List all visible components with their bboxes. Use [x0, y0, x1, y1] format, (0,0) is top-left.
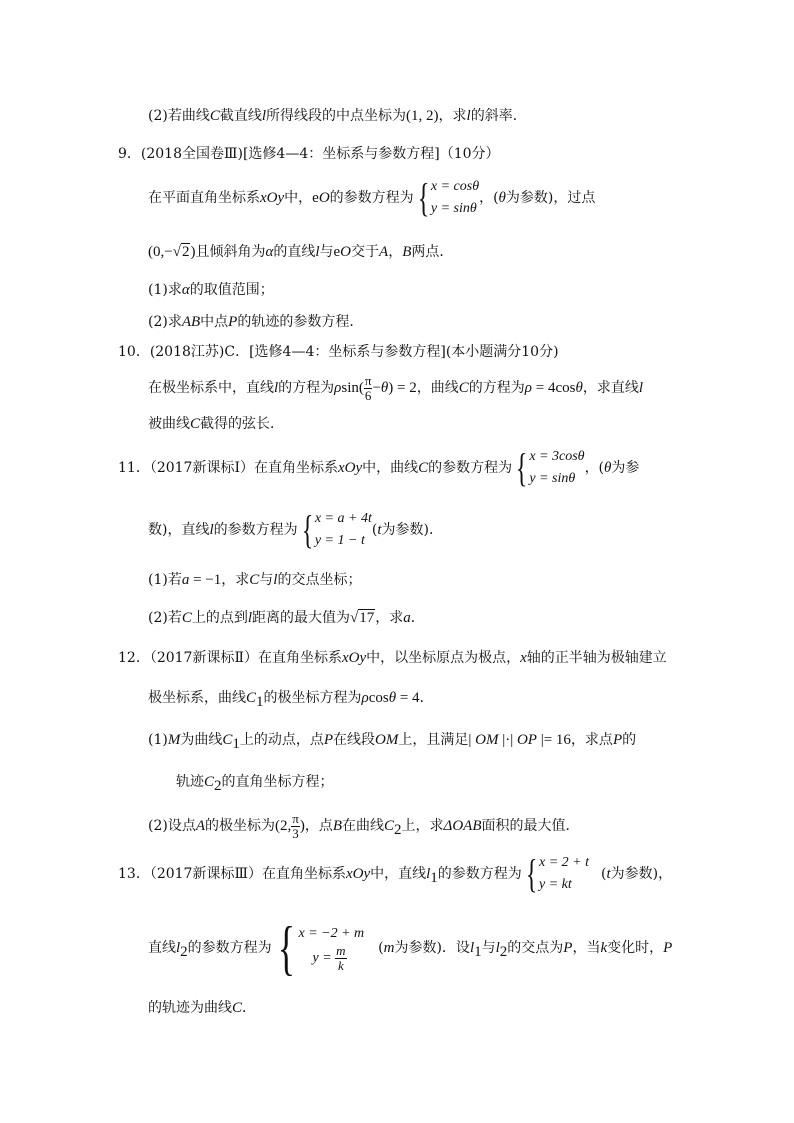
text: 为参数)．设	[394, 940, 470, 956]
math: C	[232, 1000, 243, 1016]
text: (2)若	[148, 610, 182, 626]
text: 中，	[284, 190, 313, 206]
eq-row: x = 3cosθ	[529, 449, 585, 464]
subscript: 1	[474, 943, 482, 960]
text: 的参数方程为	[213, 522, 298, 538]
math: = 4cos	[531, 380, 576, 396]
text: 与	[481, 940, 496, 956]
subscript: 2	[499, 943, 508, 960]
math: P	[663, 940, 673, 956]
text: 上的动点，点	[239, 732, 324, 748]
text: 的极坐标为	[205, 818, 276, 834]
math: O	[318, 190, 330, 206]
math: OM	[475, 732, 499, 748]
math: l	[247, 610, 253, 626]
text: ．	[410, 610, 425, 626]
p10-heading: 10．(2018江苏)C．[选修4—4：坐标系与参数方程](本小题满分10分)	[118, 344, 559, 360]
p10-line2	[148, 414, 284, 434]
text: (1)若	[148, 572, 182, 588]
text: (2)设点	[148, 818, 196, 834]
text: 11．（2017新课标Ⅰ）在直角坐标系	[118, 460, 338, 476]
eq-row: y = kt	[538, 877, 572, 892]
subscript: 1	[430, 869, 438, 886]
subscript: 2	[394, 821, 402, 838]
text: 直线	[148, 940, 176, 956]
math: = −1	[189, 572, 222, 588]
text: 变化时，	[607, 940, 664, 956]
math: t	[377, 522, 382, 538]
text: 的交点为	[507, 940, 564, 956]
math: l	[176, 940, 181, 956]
math: l	[469, 940, 475, 956]
text: 的极坐标方程为	[263, 690, 362, 706]
numerator: π	[292, 810, 299, 826]
math: xOy	[337, 460, 363, 476]
text: (	[371, 522, 378, 538]
text: ，求	[438, 108, 467, 124]
p11-line2	[148, 508, 443, 552]
subscript: 1	[256, 693, 264, 710]
math: x	[520, 650, 527, 666]
p9-heading: 9．(2018全国卷Ⅲ)[选修4—4：坐标系与参数方程]（10分）	[118, 146, 500, 162]
math: l	[209, 522, 214, 538]
p11-line1	[118, 446, 639, 490]
text: 与	[259, 572, 274, 588]
eq-row: x = 2 + t	[538, 855, 589, 870]
text: 截得的弦长．	[200, 416, 285, 432]
math: ρ	[361, 690, 369, 706]
eq-row: x = −2 + m	[298, 925, 365, 941]
math: |·|	[498, 732, 517, 748]
text: ，点	[304, 818, 333, 834]
math: P	[563, 940, 573, 956]
math: C	[181, 610, 192, 626]
text: ．	[242, 1000, 257, 1016]
text: 的参数方程为	[187, 940, 272, 956]
math: P	[323, 732, 334, 748]
text: (1)求	[148, 282, 182, 298]
p12-q2	[148, 808, 580, 848]
text: 的斜率．	[470, 108, 527, 124]
text: 中，以坐标原点为极点，	[366, 650, 521, 666]
math: xOy	[345, 866, 371, 882]
math: k	[600, 940, 608, 956]
text: 为参数)，	[610, 866, 673, 882]
math: l	[466, 108, 471, 124]
math: l	[638, 380, 643, 396]
math: l	[274, 380, 279, 396]
math: θ	[604, 460, 612, 476]
text: 的直线	[273, 244, 316, 260]
text: 中点	[200, 314, 229, 330]
math: B	[332, 818, 343, 834]
text: 且倾斜角为	[195, 244, 266, 260]
text: 被曲线	[148, 416, 190, 432]
math: |= 16	[536, 732, 571, 748]
text: 距离的最大值为	[252, 610, 351, 626]
text: 与	[319, 244, 334, 260]
numerator: π	[364, 372, 372, 388]
eq-row: y =	[312, 950, 336, 966]
text: ，求点	[570, 732, 613, 748]
math: t	[606, 866, 611, 882]
text: 为曲线	[180, 732, 223, 748]
math: ρ	[334, 380, 342, 396]
math: C	[418, 460, 429, 476]
p13-line1	[118, 852, 672, 900]
p12-line2	[148, 688, 434, 712]
fraction	[291, 812, 300, 841]
text: 面积的最大值．	[481, 818, 580, 834]
text: 数)，直线	[148, 522, 210, 538]
math: C	[246, 690, 257, 706]
math: M	[167, 732, 181, 748]
math: A	[195, 818, 206, 834]
equation-system: { x = cosθ y = sinθ	[417, 175, 480, 220]
math: α	[265, 244, 274, 260]
p11-q2: (2)若C上的点到l距离的最大值为√17，求a．	[148, 610, 425, 626]
equation-system: { x = 3cosθ y = sinθ	[515, 445, 585, 490]
math: l	[315, 244, 320, 260]
math: C	[204, 774, 215, 790]
math: ρ	[524, 380, 532, 396]
text: 截直线	[219, 108, 262, 124]
subscript: 2	[214, 777, 222, 794]
text: ，(	[584, 460, 605, 476]
text: ，求	[375, 610, 404, 626]
circle-symbol: e	[312, 190, 319, 206]
subscript: 1	[232, 735, 240, 752]
text: ．	[419, 690, 434, 706]
denominator: 3	[292, 825, 299, 841]
math: A	[379, 244, 389, 260]
text: 的交点坐标；	[277, 572, 362, 588]
text: (1)	[148, 732, 168, 748]
p9-q2	[148, 312, 363, 332]
text: ，(	[479, 190, 499, 206]
text: ，当	[572, 940, 601, 956]
subscript: 2	[180, 943, 188, 960]
p8-part2-line	[148, 106, 527, 126]
math: OM	[375, 732, 399, 748]
text: (2)求	[148, 314, 182, 330]
math: OP	[516, 732, 537, 748]
math: P	[228, 314, 238, 330]
equation-system: { x = a + 4t y = 1 − t	[301, 507, 372, 552]
text: 13．（2017新课标Ⅲ）在直角坐标系	[118, 866, 346, 882]
text: 的轨迹的参数方程．	[237, 314, 364, 330]
text: 交于	[351, 244, 380, 260]
eq-row: x = a + 4t	[314, 511, 372, 526]
math: (2,	[275, 818, 292, 834]
text: 为参数)．	[381, 522, 443, 538]
text: ，求直线	[582, 380, 639, 396]
denominator: k	[337, 957, 344, 973]
text: (	[600, 866, 607, 882]
text: 两点．	[411, 244, 454, 260]
denominator: 6	[364, 387, 372, 403]
text: 的	[622, 732, 637, 748]
text: ，求	[221, 572, 250, 588]
text: 为参	[611, 460, 640, 476]
math: l	[426, 866, 431, 882]
math: θ	[498, 190, 506, 206]
math: cos	[368, 690, 389, 706]
math: α	[181, 282, 190, 298]
math: θ	[575, 380, 583, 396]
math: B	[402, 244, 412, 260]
eq-row: y = sinθ	[529, 471, 576, 486]
p12-q1	[148, 730, 636, 754]
math: )	[190, 244, 196, 260]
text: 为参数)，过点	[505, 190, 596, 206]
eq-row: y = 1 − t	[314, 533, 365, 548]
text: 的轨迹为曲线	[148, 1000, 232, 1016]
math: C	[209, 108, 220, 124]
p10-line1	[148, 370, 643, 406]
math: C	[384, 818, 395, 834]
text: 的取值范围；	[189, 282, 274, 298]
math: O	[340, 244, 352, 260]
text: 在平面直角坐标系	[148, 190, 260, 206]
p13-line3	[148, 998, 256, 1018]
p12-line1	[118, 648, 667, 668]
text: 在线段	[333, 732, 376, 748]
math: )	[299, 818, 305, 834]
math: ) = 2	[388, 380, 417, 396]
text: 上，求	[401, 818, 444, 834]
math: ΔOAB	[443, 818, 482, 834]
p12-q1-cont	[176, 772, 334, 796]
text: 极坐标系，曲线	[148, 690, 246, 706]
text: 的方程为	[278, 380, 335, 396]
equation-system: { x = −2 + m y = $\frac{m}{k}$	[277, 915, 365, 981]
math: xOy	[260, 190, 285, 206]
p9-line1	[148, 176, 595, 220]
math: l	[273, 572, 278, 588]
math: = 4	[396, 690, 420, 706]
p9-q1	[148, 280, 274, 300]
p9-line2: (0,−√2)且倾斜角为α的直线l与eO交于A，B两点．	[148, 244, 454, 260]
eq-row: y = sinθ	[430, 201, 477, 216]
math: C	[190, 416, 201, 432]
math: l	[495, 940, 500, 956]
text: 轨迹	[176, 774, 204, 790]
text: 在极坐标系中，直线	[148, 380, 274, 396]
math: C	[222, 732, 233, 748]
p11-q1	[148, 570, 361, 590]
math: 2	[181, 244, 190, 260]
math: (1, 2)	[406, 108, 439, 124]
numerator: m	[336, 942, 346, 958]
text: 的直角坐标方程；	[221, 774, 334, 790]
math: (0,−	[148, 244, 173, 260]
text: ，曲线	[416, 380, 459, 396]
math: |	[468, 732, 476, 748]
math: AB	[181, 314, 201, 330]
equation-system: { x = 2 + t y = kt	[525, 851, 589, 896]
math: xOy	[341, 650, 367, 666]
math: C	[249, 572, 260, 588]
fraction	[335, 944, 346, 973]
math: C	[458, 380, 469, 396]
math: −	[372, 380, 381, 396]
text: 轴的正半轴为极轴建立	[526, 650, 667, 666]
text: 的参数方程为	[437, 866, 522, 882]
math: m	[383, 940, 395, 956]
text: 所得线段的中点坐标为	[266, 108, 407, 124]
eq-row: x = cosθ	[430, 179, 480, 194]
text: 12．（2017新课标Ⅱ）在直角坐标系	[118, 650, 342, 666]
text: (2)若曲线	[148, 108, 210, 124]
text: (	[378, 940, 384, 956]
math: θ	[380, 380, 389, 396]
text: 上的点到	[191, 610, 248, 626]
text: 的方程为	[468, 380, 525, 396]
text: 的参数方程为	[329, 190, 414, 206]
circle-symbol: e	[333, 244, 341, 260]
text: 中，直线	[370, 866, 427, 882]
math: P	[612, 732, 623, 748]
math: a	[403, 610, 411, 626]
math: l	[261, 108, 267, 124]
math: sin(	[341, 380, 364, 396]
text: 中，曲线	[362, 460, 419, 476]
p13-line2	[148, 916, 672, 984]
text: 在曲线	[342, 818, 385, 834]
math: 17	[359, 610, 375, 626]
text: 上，且满足	[398, 732, 469, 748]
text: 的参数方程为	[428, 460, 513, 476]
text: ，	[388, 244, 403, 260]
math: θ	[388, 690, 397, 706]
math: a	[181, 572, 190, 588]
